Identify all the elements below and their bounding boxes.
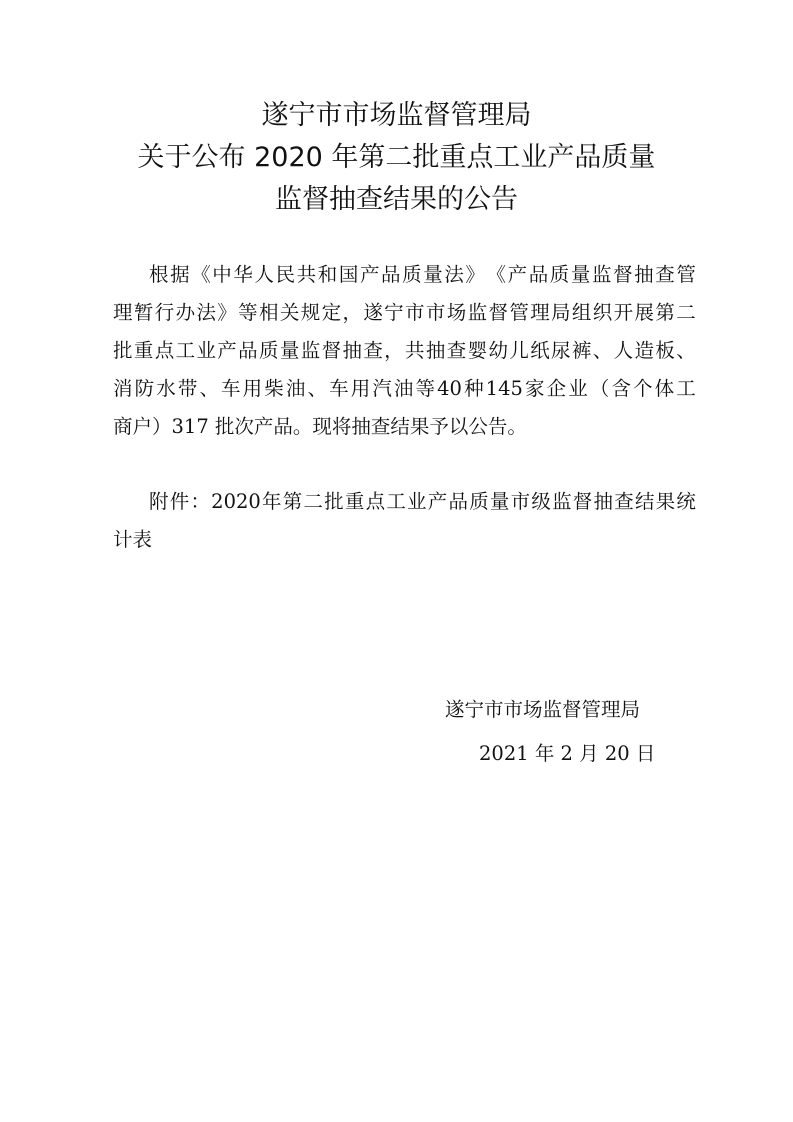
text-glyph: 级 [531,490,551,513]
text-glyph: 工 [175,339,196,362]
signature-date: 2021 年 2 月 20 日 [479,742,656,765]
text-glyph: 2020 [211,490,261,513]
text-glyph: 民 [275,263,296,286]
text-glyph: 水 [156,377,176,400]
paragraph-line: 商户）317 批次产品。现将抽查结果予以公告。 [113,415,527,438]
text-glyph: 消 [113,377,133,400]
text-glyph: 规 [300,301,321,324]
text-glyph: 果 [655,490,676,513]
text-glyph: 《 [191,263,211,286]
text-glyph: 抽 [593,490,614,513]
text-glyph: 理 [530,301,550,324]
paragraph-line [113,300,696,326]
text-glyph: 批 [324,490,344,513]
text-glyph: 产 [427,490,448,513]
text-glyph: 和 [317,263,338,286]
text-glyph: 监 [300,339,321,362]
text-glyph: 油 [285,377,306,400]
text-glyph: 等 [238,301,258,324]
text-glyph: 人 [613,339,634,362]
text-glyph: 件 [169,490,190,513]
text-glyph: 点 [154,339,175,362]
text-glyph: 质 [549,263,570,286]
text-glyph: 尿 [551,339,571,362]
text-glyph: 批 [113,339,133,362]
text-glyph: 办 [175,301,196,324]
text-glyph: 督 [613,263,633,286]
text-glyph: 业 [568,377,588,400]
text-glyph: 工 [676,377,696,400]
text-glyph: 产 [217,339,237,362]
text-glyph: 华 [233,263,253,286]
text-glyph: 等 [415,377,436,400]
text-glyph: 板 [655,339,675,362]
text-glyph: 督 [572,490,593,513]
text-glyph: 二 [676,301,696,324]
text-glyph: 幼 [488,339,508,362]
text-glyph: 督 [488,301,508,324]
text-glyph: 场 [446,301,467,324]
text-glyph: 年 [262,490,282,513]
text-glyph: 监 [467,301,488,324]
text-glyph: 统 [676,490,696,513]
text-glyph: 据 [170,263,190,286]
text-glyph: 品 [381,263,401,286]
text-glyph: 油 [393,377,414,400]
paragraph-line [113,376,696,402]
signature-organization: 遂宁市市场监督管理局 [445,698,641,721]
text-glyph: 开 [613,301,634,324]
text-glyph: 查 [446,339,467,362]
text-glyph: 车 [221,377,241,400]
text-glyph: 145 [485,377,523,400]
text-glyph: 查 [614,490,634,513]
text-glyph: 二 [303,490,323,513]
text-glyph: 品 [238,339,258,362]
text-glyph: 量 [423,263,443,286]
text-glyph: 、 [307,377,327,400]
title-line-3: 监督抽查结果的公告 [275,184,518,215]
text-glyph: （ [589,377,610,400]
text-glyph: 共 [296,263,317,286]
text-glyph: 业 [407,490,427,513]
text-glyph: 重 [344,490,365,513]
text-glyph: 《 [486,263,507,286]
text-glyph: 品 [528,263,549,286]
text-glyph: 相 [259,301,279,324]
text-glyph: 组 [571,301,592,324]
text-glyph: 暂 [133,301,154,324]
text-glyph: 、 [676,339,696,362]
text-glyph: 业 [196,339,216,362]
text-glyph: 量 [570,263,591,286]
text-glyph: 种 [464,377,484,400]
text-glyph: 市 [405,301,425,324]
text-glyph: 关 [279,301,300,324]
text-glyph: 品 [448,490,468,513]
text-glyph: 汽 [372,377,392,400]
text-glyph: 局 [551,301,571,324]
text-glyph: 量 [279,339,300,362]
text-glyph: 儿 [509,339,529,362]
text-glyph: 市 [510,490,531,513]
text-glyph: 量 [489,490,510,513]
text-glyph: 共 [405,339,425,362]
text-glyph: 遂 [363,301,383,324]
text-glyph: 产 [507,263,528,286]
text-glyph: 查 [655,263,675,286]
text-glyph: 用 [350,377,371,400]
text-glyph: 》 [465,263,485,286]
text-glyph: 定 [321,301,342,324]
text-glyph: 织 [592,301,613,324]
title-line-2: 关于公布 2020 年第二批重点工业产品质量 [137,142,656,173]
text-glyph: 点 [365,490,386,513]
text-glyph: 法 [444,263,464,286]
text-glyph: 结 [634,490,655,513]
text-glyph: 抽 [425,339,446,362]
text-glyph: 附 [149,490,169,513]
text-glyph: 中 [212,263,232,286]
text-glyph: 工 [386,490,406,513]
paragraph-line [113,338,696,364]
text-glyph: 法 [196,301,216,324]
text-glyph: ， [342,301,362,324]
text-glyph: 宁 [384,301,404,324]
text-glyph: 企 [546,377,567,400]
text-glyph: 理 [113,301,133,324]
text-glyph: 40 [437,377,462,400]
text-glyph: 质 [469,490,489,513]
text-glyph: 、 [199,377,219,400]
text-glyph: 、 [592,339,613,362]
text-glyph: ， [384,339,404,362]
text-glyph: 抽 [634,263,654,286]
text-glyph: 行 [154,301,175,324]
text-glyph: 根 [149,263,169,286]
text-glyph: 》 [217,301,237,324]
text-glyph: 裤 [571,339,592,362]
text-glyph: 重 [133,339,154,362]
text-glyph: 人 [254,263,274,286]
text-glyph: 带 [177,377,198,400]
attachment-line: 计表 [113,528,153,551]
text-glyph: 柴 [264,377,284,400]
text-glyph: 管 [676,263,696,286]
text-glyph: 纸 [530,339,550,362]
text-glyph: 防 [134,377,155,400]
text-glyph: 质 [259,339,279,362]
text-glyph: 第 [655,301,675,324]
text-glyph: 车 [329,377,349,400]
paragraph-line [149,262,696,288]
title-line-1: 遂宁市市场监督管理局 [261,100,532,131]
text-glyph: 产 [359,263,380,286]
text-glyph: 查 [363,339,383,362]
text-glyph: 体 [654,377,675,400]
text-glyph: 含 [611,377,631,400]
text-glyph: 督 [321,339,342,362]
text-glyph: 抽 [342,339,362,362]
text-glyph: 用 [242,377,263,400]
text-glyph: 第 [282,490,303,513]
text-glyph: 监 [591,263,612,286]
text-glyph: 家 [525,377,545,400]
text-glyph: 质 [402,263,422,286]
text-glyph: 造 [634,339,654,362]
text-glyph: 国 [338,263,359,286]
text-glyph: 个 [633,377,653,400]
text-glyph: 市 [425,301,446,324]
text-glyph: ： [190,490,210,513]
text-glyph: 管 [509,301,529,324]
attachment-line [149,489,696,515]
text-glyph: 监 [552,490,572,513]
text-glyph: 展 [634,301,654,324]
text-glyph: 婴 [467,339,488,362]
